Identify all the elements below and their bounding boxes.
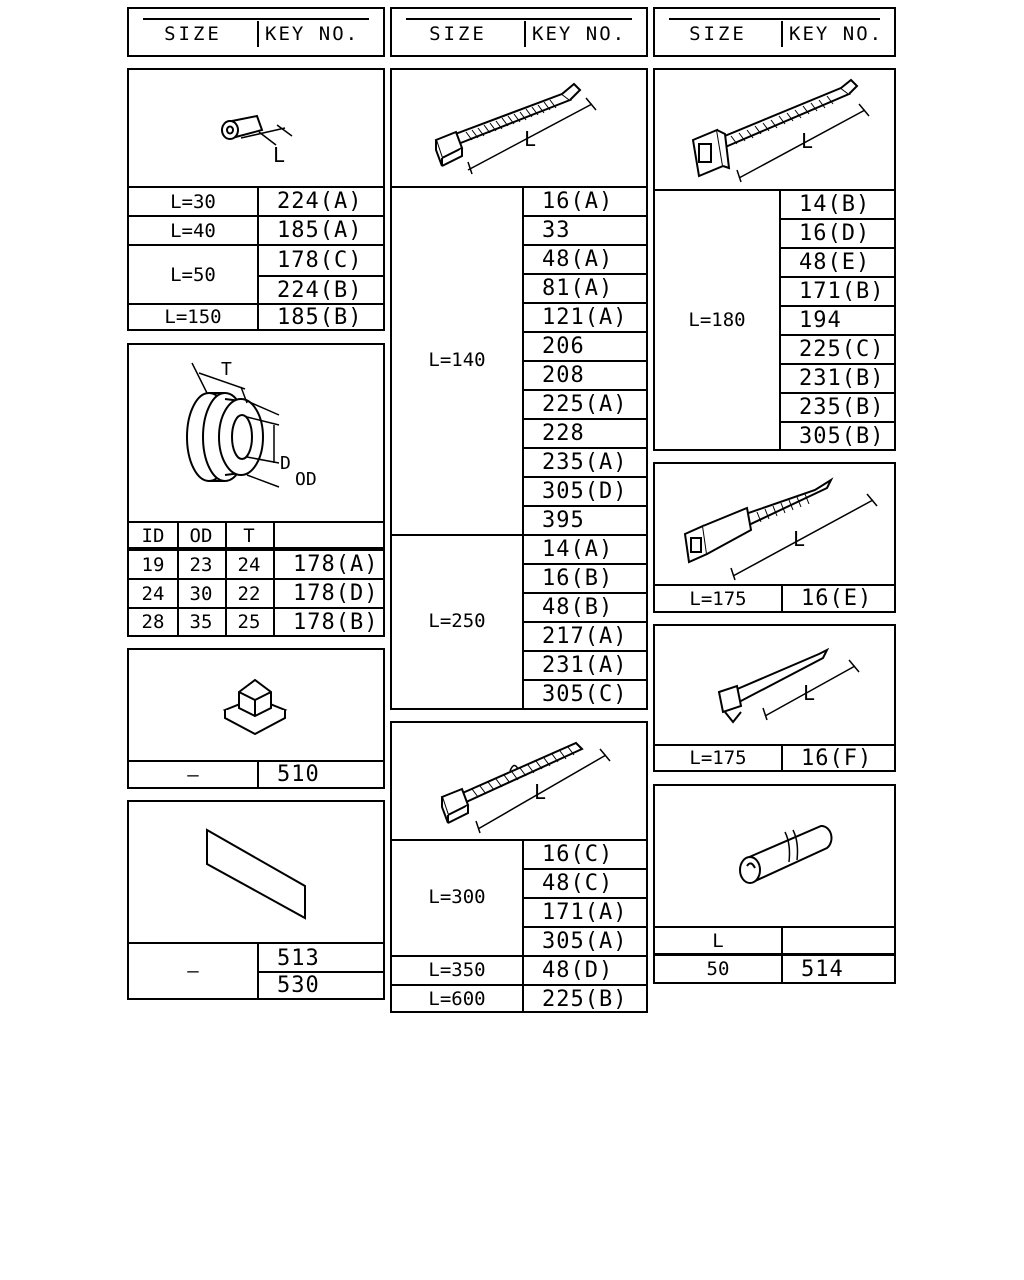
- key-number: 235(A): [542, 449, 628, 475]
- tie-dim-label: L: [524, 127, 537, 151]
- table-header-row: L: [655, 926, 894, 954]
- cable-tie-illustration: [655, 70, 894, 190]
- tube-illustration: [129, 70, 383, 186]
- key-number: 16(B): [542, 565, 614, 591]
- table-row: 24 30 22 178(D): [129, 578, 383, 607]
- key-number: 305(B): [799, 423, 885, 449]
- key-number: 235(B): [799, 394, 885, 420]
- key-number: 225(C): [799, 336, 885, 362]
- tie-dim-label: L: [534, 780, 547, 804]
- cable-tie-illustration: [655, 464, 894, 584]
- cable-tie-illustration: [392, 723, 646, 839]
- key-number: 206: [542, 333, 585, 359]
- header-col1: [127, 7, 385, 57]
- size-header: SIZE: [164, 23, 222, 45]
- grommet-illustration: [129, 345, 383, 521]
- key-header: KEY NO.: [532, 23, 627, 45]
- key-number: 14(B): [799, 191, 871, 217]
- key-number: 14(A): [542, 536, 614, 562]
- key-number: 231(A): [542, 652, 628, 678]
- cable-tie-illustration: [392, 70, 646, 186]
- dash: —: [187, 960, 199, 982]
- key-number: 16(C): [542, 841, 614, 867]
- key-header: KEY NO.: [265, 23, 360, 45]
- key-number: 16(D): [799, 220, 871, 246]
- key-number: 171(A): [542, 899, 628, 925]
- key-number: 225(A): [542, 391, 628, 417]
- cable-tie-175f-panel: [653, 624, 896, 772]
- key-number: 48(B): [542, 594, 614, 620]
- table-row: L=30 224(A): [129, 186, 383, 215]
- table-row: L=175 16(F): [655, 744, 894, 770]
- cable-tie-illustration: [655, 626, 894, 744]
- size-header: SIZE: [689, 23, 747, 45]
- key-number: 231(B): [799, 365, 885, 391]
- key-number: 395: [542, 507, 585, 533]
- table-row: — 510: [129, 760, 383, 787]
- tape-panel: — 513 530: [127, 800, 385, 1000]
- table-row: L=150 185(B): [129, 303, 383, 329]
- cable-tie-175e-panel: [653, 462, 896, 613]
- table-row: 28 35 25 178(B): [129, 607, 383, 635]
- cable-tie-180-panel: [653, 68, 896, 451]
- size-header: SIZE: [429, 23, 487, 45]
- table-row: 19 23 24 178(A): [129, 549, 383, 578]
- key-header: KEY NO.: [789, 23, 884, 45]
- edge-protector-illustration: [655, 786, 894, 926]
- table-row: 50 514: [706, 956, 844, 982]
- table-row: L=40 185(A): [129, 215, 383, 244]
- size-label: L=250: [428, 610, 486, 632]
- grommet-panel: [127, 343, 385, 637]
- clip-panel: [127, 648, 385, 789]
- size-label: L=180: [688, 308, 746, 331]
- key-number: 225(B): [542, 986, 628, 1012]
- size-label: L=300: [428, 886, 486, 908]
- key-number: 194: [799, 307, 842, 333]
- key-number: 33: [542, 217, 571, 243]
- key-number: 48(E): [799, 249, 871, 275]
- key-number: 228: [542, 420, 585, 446]
- key-number: 81(A): [542, 275, 614, 301]
- edge-protector-panel: [653, 784, 896, 984]
- tie-dim-label: L: [801, 129, 814, 153]
- key-number: 16(A): [542, 188, 614, 214]
- size-label: L=600: [428, 987, 486, 1010]
- table-header-row: ID OD T: [129, 521, 383, 548]
- size-label: L=50: [170, 264, 216, 286]
- tube-panel: L L=30 224(A) L=40 185(A) L=50 178(C) 224(B) L=150 185(B): [127, 68, 385, 331]
- table-row: L=175 16(E): [655, 584, 894, 611]
- key-number: 48(C): [542, 870, 614, 896]
- cable-tie-300-panel: [390, 721, 648, 1013]
- tube-dim-label: L: [273, 143, 286, 167]
- key-number: 208: [542, 362, 585, 388]
- key-number: 305(C): [542, 681, 628, 707]
- size-label: L=140: [428, 349, 486, 371]
- tie-dim-label: L: [803, 681, 816, 705]
- d-label: D: [280, 453, 291, 474]
- tie-dim-label: L: [793, 527, 806, 551]
- cable-tie-140-panel: [390, 68, 648, 710]
- key-number: 217(A): [542, 623, 628, 649]
- t-label: T: [221, 359, 232, 380]
- key-number: 305(A): [542, 928, 628, 954]
- header-col3: [653, 7, 896, 57]
- clip-illustration: [129, 650, 383, 760]
- key-number: 48(A): [542, 246, 614, 272]
- key-number: 48(D): [542, 957, 614, 983]
- key-number: 305(D): [542, 478, 628, 504]
- size-label: L=350: [428, 958, 486, 981]
- key-number: 171(B): [799, 278, 885, 304]
- od-label: OD: [295, 469, 317, 490]
- header-col2: [390, 7, 648, 57]
- dash: —: [187, 763, 199, 786]
- tape-illustration: [129, 802, 383, 942]
- key-number: 121(A): [542, 304, 628, 330]
